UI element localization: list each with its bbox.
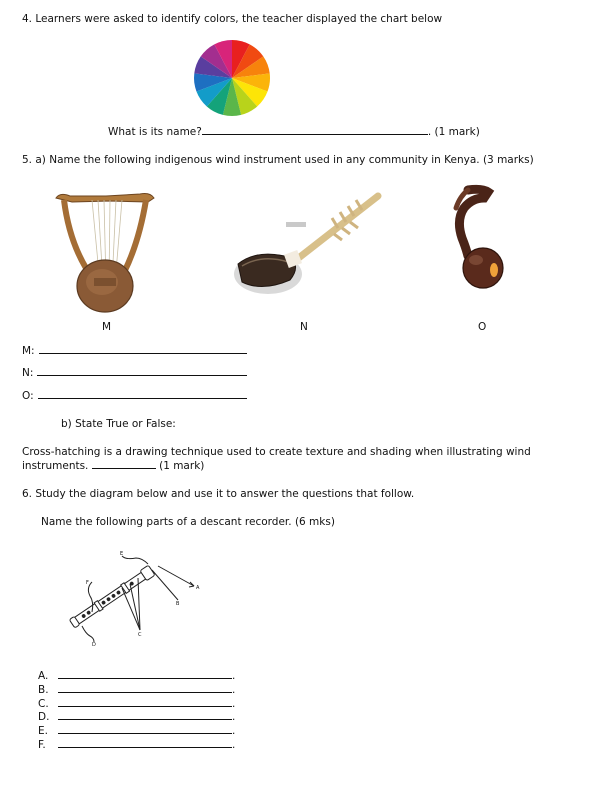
answer-b-row: B. .: [38, 684, 236, 696]
q4-marks: . (1 mark): [427, 126, 480, 138]
answer-n-label: N:: [22, 367, 34, 379]
answer-d-label: D.: [38, 711, 50, 723]
q5-b-marks: (1 mark): [159, 460, 205, 472]
answer-m-blank[interactable]: [39, 344, 247, 354]
answer-m-label: M:: [22, 345, 35, 357]
q6-question: 6. Study the diagram below and use it to answer the questions that follow.: [22, 488, 415, 500]
q4-answer-blank[interactable]: [202, 125, 428, 135]
lute-image: [228, 188, 384, 300]
answer-o-blank[interactable]: [38, 389, 247, 399]
color-wheel: [193, 39, 271, 117]
label-f: F: [86, 580, 89, 586]
q4-question: 4. Learners were asked to identify colors, the teacher displayed the chart below: [22, 13, 443, 25]
answer-c-blank[interactable]: [58, 697, 232, 707]
caption-o: O: [478, 321, 487, 333]
label-b: B: [176, 601, 180, 607]
q5-question: 5. a) Name the following indigenous wind instrument used in any community in Kenya. (3 marks): [22, 154, 534, 166]
horn-image: [438, 186, 508, 292]
q5-part-b: b) State True or False:: [61, 418, 176, 430]
answer-f-label: F.: [38, 739, 46, 751]
recorder-diagram: [66, 552, 216, 652]
answer-d-row: D. .: [38, 711, 236, 723]
answer-e-blank[interactable]: [58, 724, 232, 734]
caption-m: M: [102, 321, 112, 333]
answer-a-row: A. .: [38, 670, 236, 682]
answer-f-blank[interactable]: [58, 738, 232, 748]
caption-n: N: [300, 321, 308, 333]
answer-n-blank[interactable]: [37, 366, 247, 376]
label-d: D: [92, 642, 96, 648]
q4-prompt: What is its name?: [108, 126, 202, 138]
answer-f-row: F. .: [38, 739, 236, 751]
answer-b-label: B.: [38, 684, 49, 696]
answer-a-blank[interactable]: [58, 669, 232, 679]
q5-statement-line1: Cross-hatching is a drawing technique used to create texture and shading when illustrating wind: [22, 446, 531, 458]
answer-e-label: E.: [38, 725, 48, 737]
answer-c-label: C.: [38, 698, 49, 710]
true-false-blank[interactable]: [92, 459, 156, 469]
answer-b-blank[interactable]: [58, 683, 232, 693]
answer-m-row: [22, 344, 247, 357]
answer-o-row: [22, 389, 247, 402]
lyre-image: [50, 188, 160, 316]
label-e: E: [120, 551, 124, 557]
answer-o-label: O:: [22, 390, 34, 402]
answer-n-row: [22, 366, 247, 379]
answer-e-row: E. .: [38, 725, 236, 737]
answer-a-label: A.: [38, 670, 49, 682]
label-a: A: [196, 585, 200, 591]
label-c: C: [138, 632, 142, 638]
q5-statement-text: instruments.: [22, 460, 89, 472]
q6-instruction: Name the following parts of a descant recorder. (6 mks): [41, 516, 335, 528]
answer-c-row: C. .: [38, 698, 236, 710]
q4-answer-row: [108, 125, 480, 138]
q5-statement-line2: [22, 459, 204, 472]
answer-d-blank[interactable]: [58, 710, 232, 720]
